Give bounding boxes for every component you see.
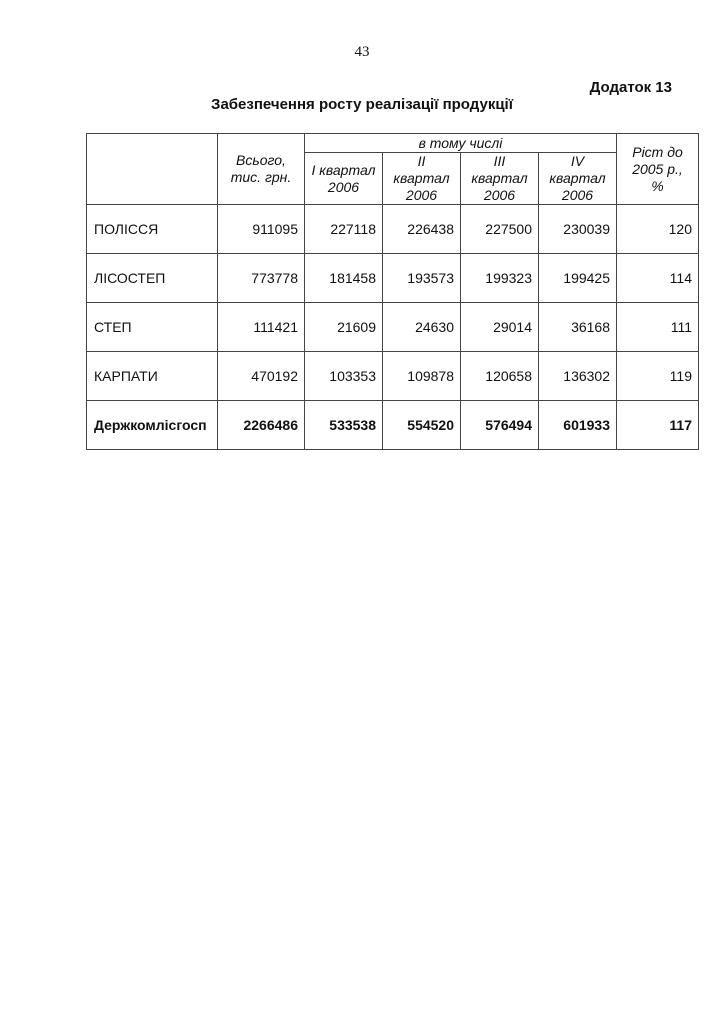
region-name: ПОЛІССЯ (87, 205, 218, 254)
header-q1-line1: I квартал (311, 161, 376, 178)
page-number: 43 (354, 44, 370, 60)
total-value: 911095 (218, 205, 305, 254)
header-q4-line2: квартал (549, 170, 606, 186)
q3-value: 227500 (461, 205, 539, 254)
q2-value: 24630 (383, 303, 461, 352)
document-title: Забезпечення росту реалізації продукції (211, 96, 513, 113)
header-q4 (539, 153, 617, 205)
header-q3-line3: 2006 (483, 187, 516, 203)
q1-value: 21609 (305, 303, 383, 352)
q3-value: 120658 (461, 352, 539, 401)
q2-value: 193573 (383, 254, 461, 303)
total-row-q4: 601933 (539, 401, 617, 450)
total-row-total: 2266486 (218, 401, 305, 450)
header-total (218, 134, 305, 205)
header-growth-line1: Ріст до (632, 143, 683, 160)
table-total-row (87, 401, 699, 450)
header-q2-line2: квартал (393, 170, 450, 186)
total-row-q2: 554520 (383, 401, 461, 450)
header-total-line2: тис. грн. (230, 169, 292, 185)
header-growth (617, 134, 699, 205)
q2-value: 109878 (383, 352, 461, 401)
q4-value: 230039 (539, 205, 617, 254)
header-q1 (305, 153, 383, 205)
total-row-q3: 576494 (461, 401, 539, 450)
q2-value: 226438 (383, 205, 461, 254)
q4-value: 199425 (539, 254, 617, 303)
header-q2-line3: 2006 (405, 187, 438, 203)
growth-value: 119 (617, 352, 699, 401)
q3-value: 29014 (461, 303, 539, 352)
growth-value: 111 (617, 303, 699, 352)
header-q1-line2: 2006 (327, 178, 360, 195)
table-header-row (87, 134, 699, 153)
header-q3 (461, 153, 539, 205)
total-value: 773778 (218, 254, 305, 303)
q4-value: 136302 (539, 352, 617, 401)
region-name: ЛІСОСТЕП (87, 254, 218, 303)
table-row (87, 254, 699, 303)
header-q3-line1: III (493, 153, 506, 169)
sales-growth-table (86, 133, 699, 450)
table-row (87, 303, 699, 352)
header-group-label: в тому числі (305, 134, 617, 153)
header-growth-line2: 2005 р., (632, 160, 683, 177)
header-q2 (383, 153, 461, 205)
total-row-name: Держкомлісгосп (87, 401, 218, 450)
q3-value: 199323 (461, 254, 539, 303)
table-row (87, 205, 699, 254)
total-value: 111421 (218, 303, 305, 352)
header-region (87, 134, 218, 205)
header-growth-line3: % (651, 177, 664, 194)
header-q2-line1: II (417, 153, 426, 169)
header-q4-line1: IV (570, 153, 585, 169)
q4-value: 36168 (539, 303, 617, 352)
region-name: СТЕП (87, 303, 218, 352)
total-row-q1: 533538 (305, 401, 383, 450)
header-total-line1: Всього, (236, 152, 286, 168)
header-q3-line2: квартал (471, 170, 528, 186)
appendix-label: Додаток 13 (589, 79, 672, 96)
growth-value: 120 (617, 205, 699, 254)
header-q4-line3: 2006 (561, 187, 594, 203)
region-name: КАРПАТИ (87, 352, 218, 401)
q1-value: 227118 (305, 205, 383, 254)
growth-value: 114 (617, 254, 699, 303)
q1-value: 181458 (305, 254, 383, 303)
q1-value: 103353 (305, 352, 383, 401)
total-value: 470192 (218, 352, 305, 401)
total-row-growth: 117 (617, 401, 699, 450)
table-row (87, 352, 699, 401)
